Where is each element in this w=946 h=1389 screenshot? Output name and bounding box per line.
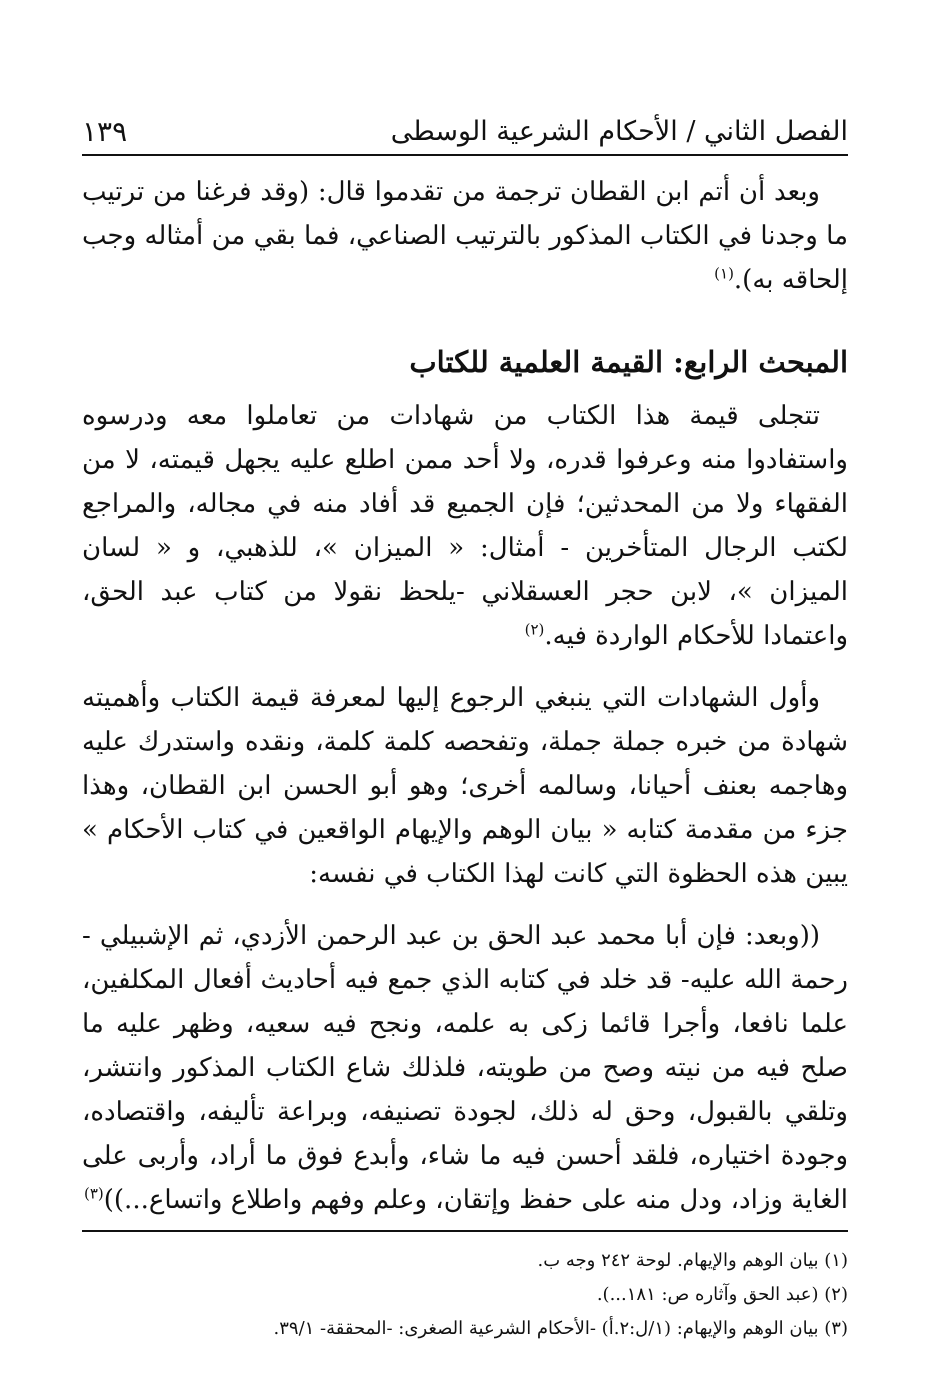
section-heading: المبحث الرابع: القيمة العلمية للكتاب: [409, 345, 848, 379]
footnote-ref-2: (٢): [524, 620, 545, 639]
paragraph-4-text: ((وبعد: فإن أبا محمد عبد الحق بن عبد الرحمن الأزدي، ثم الإشبيلي - رحمة الله عليه- قد خلد في كتابه الذي جمع فيه أحاديث أفعال المكلفين، علما نافعا، وأجرا قائما زكى به علمه، ونجح فيه سعيه، وظهر عليه ما صلح فيه من نيته وصح من طويته، فلذلك شاع الكتاب المذكور وانتشر، وتلقي بالقبول، وحق له ذلك، لجودة تصنيفه، وبراعة تأليفه، واقتصاده، وجودة اختياره، فلقد أحسن فيه ما شاء، وأبدع فوق ما أراد، وأربى على الغاية وزاد، ودل منه على حفظ وإتقان، وعلم وفهم واطلاع واتساع...)): [82, 921, 848, 1215]
footnotes: [82, 1244, 848, 1346]
header-rule: [82, 154, 848, 156]
footnote-rule: [82, 1230, 848, 1232]
paragraph-2-text: تتجلى قيمة هذا الكتاب من شهادات من تعاملوا معه ودرسوه واستفادوا منه وعرفوا قدره، ولا أحد ممن اطلع عليه يجهل قيمته، لا من الفقهاء ولا من المحدثين؛ فإن الجميع قد أفاد منه في مجاله، والمراجع لكتب الرجال المتأخرين - أمثال: « الميزان »، للذهبي، و « لسان الميزان »، لابن حجر العسقلاني -يلحظ نقولا من كتاب عبد الحق، واعتمادا للأحكام الواردة فيه.: [82, 401, 848, 651]
book-page: [82, 98, 848, 1346]
paragraph-3: وأول الشهادات التي ينبغي الرجوع إليها لمعرفة قيمة الكتاب وأهميته شهادة من خبره جملة جملة، وتفحصه كلمة كلمة، ونقده واستدرك عليه وهاجمه بعنف أحيانا، وسالمه أخرى؛ وهو أبو الحسن ابن القطان، وهذا جزء من مقدمة كتابه « بيان الوهم والإيهام الواقعين في كتاب الأحكام » يبين هذه الحظوة التي كانت لهذا الكتاب في نفسه:: [82, 683, 848, 889]
paragraph-1: [82, 170, 848, 302]
paragraph-4: [82, 914, 848, 1222]
running-header: [82, 98, 848, 152]
footnote-3: (٣) بيان الوهم والإيهام: (١/ل:٢.أ) -الأحكام الشرعية الصغرى: -المحققة- ٣٩/١.: [273, 1318, 848, 1339]
footnote-ref-1: (١): [714, 264, 734, 283]
paragraph-1-text: وبعد أن أتم ابن القطان ترجمة من تقدموا قال: (وقد فرغنا من ترتيب ما وجدنا في الكتاب المذكور بالترتيب الصناعي، فما بقي من أمثاله وجب إلحاقه به).: [82, 177, 848, 295]
paragraph-2: [82, 394, 848, 658]
running-title: الفصل الثاني / الأحكام الشرعية الوسطى: [390, 116, 848, 147]
footnote-ref-3: (٣): [83, 1184, 104, 1203]
footnote-2: (٢) (عبد الحق وآثاره ص: ١٨١...).: [596, 1284, 848, 1305]
footnote-1: (١) بيان الوهم والإيهام. لوحة ٢٤٢ وجه ب.: [537, 1250, 848, 1271]
page-number: ١٣٩: [82, 115, 128, 148]
